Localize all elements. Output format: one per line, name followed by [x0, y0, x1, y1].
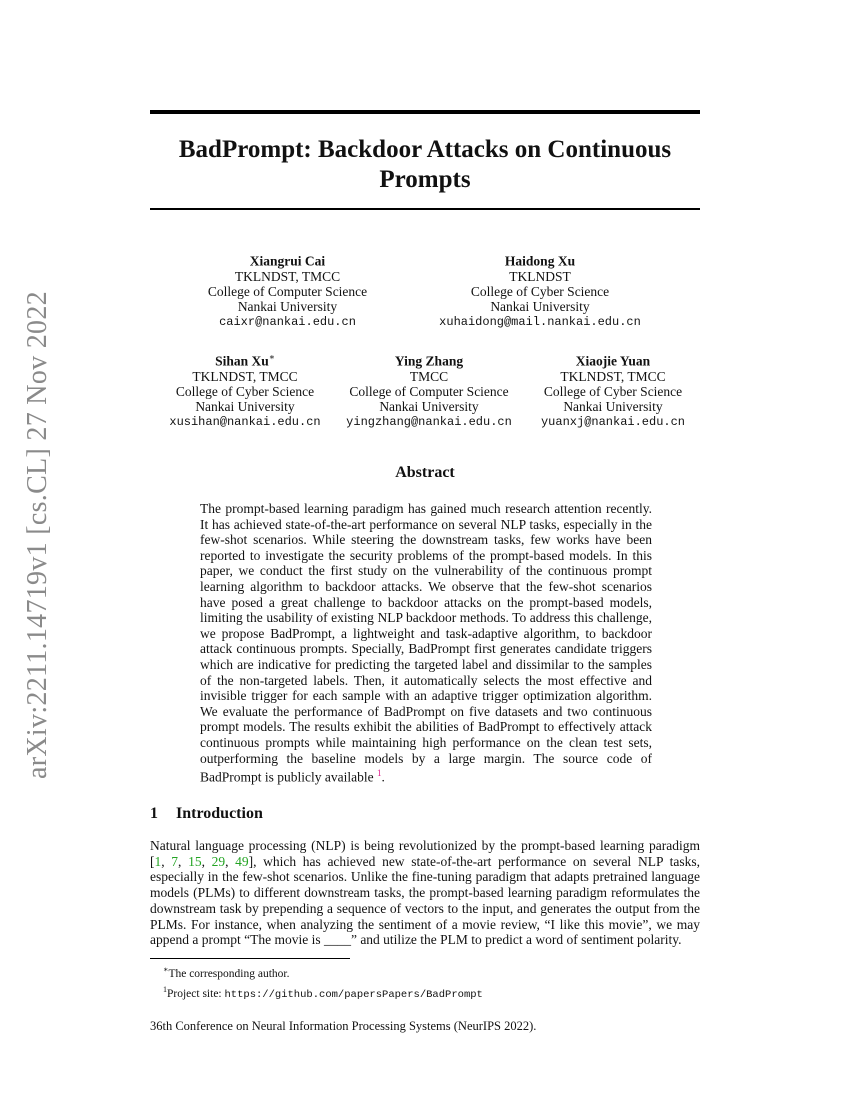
footnote-rule: [150, 958, 350, 959]
author-university: Nankai University: [195, 399, 295, 415]
author-name: Sihan Xu∗: [215, 352, 275, 369]
paper-title: BadPrompt: Backdoor Attacks on Continuous Prompts: [178, 136, 672, 193]
citation-link[interactable]: 29: [211, 853, 226, 869]
author-block: [528, 350, 698, 430]
title-top-rule: [150, 110, 700, 114]
author-email: xusihan@nankai.edu.cn: [169, 414, 321, 429]
citation-link[interactable]: 7: [171, 853, 179, 869]
title-bottom-rule: [150, 208, 700, 210]
author-email: xuhaidong@mail.nankai.edu.cn: [439, 314, 641, 329]
author-block: [160, 350, 330, 430]
author-email: yingzhang@nankai.edu.cn: [346, 414, 512, 429]
citation-link[interactable]: 1: [154, 853, 162, 869]
author-affiliation: TKLNDST, TMCC: [234, 268, 341, 284]
author-college: College of Computer Science: [349, 384, 509, 400]
author-affiliation: TKLNDST, TMCC: [192, 368, 298, 384]
section-title: Introduction: [176, 805, 263, 822]
author-name: Haidong Xu: [504, 253, 576, 269]
author-block: [338, 350, 520, 430]
author-college: College of Cyber Science: [175, 384, 315, 400]
author-college: College of Cyber Science: [470, 284, 610, 300]
arxiv-identifier-text: arXiv:2211.14719v1 [cs.CL] 27 Nov 2022: [22, 291, 53, 779]
author-name: Xiaojie Yuan: [575, 353, 651, 369]
author-affiliation: TKLNDST: [509, 268, 571, 284]
author-block: [165, 250, 410, 330]
author-affiliation: TMCC: [409, 368, 449, 384]
author-college: College of Computer Science: [207, 284, 368, 300]
introduction-paragraph: Natural language processing (NLP) is being revolutionized by the prompt-based learning paradigm [1, 7, 15, 29, 49], which has achieved new state-of-the-art performance on several NLP tasks, especially in the few-shot scenarios. Unlike the fine-tuning paradigm that adapts pretrained language models (PLMs) to different downstream tasks, the prompt-based learning paradigm reformulates the downstream task by prepending a sequence of vectors to the input, and generates the output from the PLMs. For instance, when analyzing the sentiment of a movie review, “I like this movie”, we may append a prompt “The movie is ____” and utilize the PLM to predict a word of sentiment polarity.: [150, 838, 700, 948]
footnote: ∗The corresponding author.: [163, 965, 290, 980]
abstract-heading: Abstract: [395, 464, 455, 481]
footnote-link[interactable]: 1: [376, 768, 382, 779]
abstract-text: The prompt-based learning paradigm has gained much research attention recently. It has achieved state-of-the-art performance on several NLP tasks, especially in the few-shot scenarios. While steering the downstream tasks, few works have been reported to investigate the security problems of the prompt-based models. In this paper, we conduct the first study on the vulnerability of the continuous prompt learning algorithm to backdoor attacks. We observe that the few-shot scenarios have posed a great challenge to backdoor attacks on the prompt-based models, limiting the usability of existing NLP backdoor methods. To address this challenge, we propose BadPrompt, a lightweight and task-adaptive algorithm, to backdoor attack continuous prompts. Specially, BadPrompt first generates candidate triggers which are indicative for predicting the targeted label and dissimilar to the samples of the non-targeted labels. Then, it automatically selects the most effective and invisible trigger for each sample with an adaptive trigger optimization algorithm. We evaluate the performance of BadPrompt on five datasets and two continuous prompt models. The results exhibit the abilities of BadPrompt to effectively attack continuous prompts while maintaining high performance on the clean test sets, outperforming the baseline models by a large margin. The source code of BadPrompt is publicly available $^1$.: [200, 501, 652, 785]
author-affiliation: TKLNDST, TMCC: [560, 368, 666, 384]
author-name: Ying Zhang: [394, 353, 464, 369]
author-name: Xiangrui Cai: [249, 253, 326, 269]
arxiv-identifier: [18, 290, 58, 780]
citation-link[interactable]: 49: [235, 853, 249, 869]
author-block: [420, 250, 660, 330]
footnotes: [150, 962, 700, 1003]
author-university: Nankai University: [379, 399, 479, 415]
footnote: $^1$Project site: https://github.com/papersPapers/BadPrompt: [163, 984, 483, 1001]
author-university: Nankai University: [490, 299, 590, 315]
citation-link[interactable]: 15: [188, 853, 202, 869]
section-number: 1: [150, 805, 158, 822]
author-college: College of Cyber Science: [543, 384, 683, 400]
author-university: Nankai University: [563, 399, 663, 415]
project-url-link[interactable]: https://github.com/papersPapers/BadPrompt: [224, 988, 483, 1001]
author-university: Nankai University: [237, 299, 338, 315]
section-heading: [150, 805, 263, 823]
conference-note: 36th Conference on Neural Information Processing Systems (NeurIPS 2022).: [150, 1019, 537, 1033]
author-email: yuanxj@nankai.edu.cn: [540, 414, 686, 429]
author-email: caixr@nankai.edu.cn: [219, 314, 356, 329]
